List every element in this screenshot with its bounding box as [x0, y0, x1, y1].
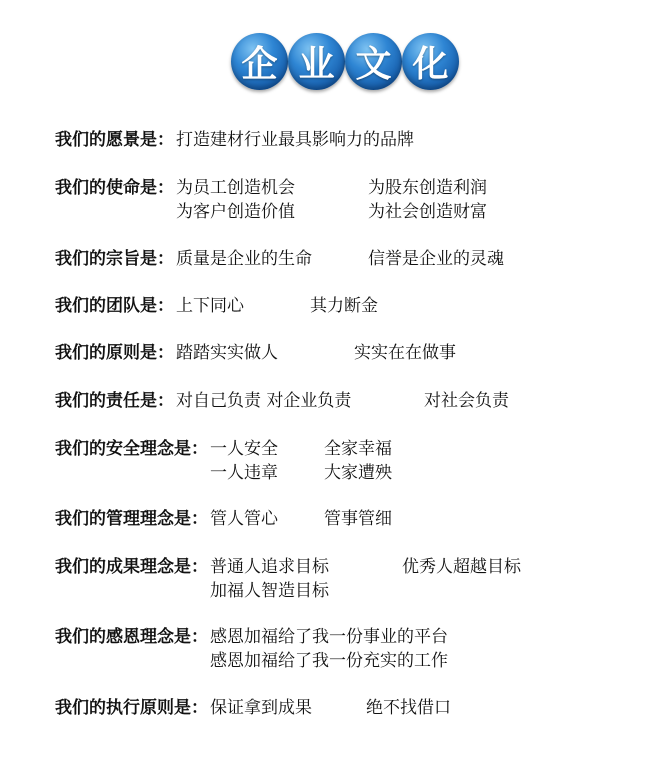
item-text: 全家幸福 — [324, 439, 392, 459]
item-label: 我们的感恩理念是： — [55, 627, 208, 647]
culture-item-results — [55, 555, 636, 603]
item-text: 为股东创造利润 — [368, 178, 487, 198]
item-text: 感恩加福给了我一份充实的工作 — [210, 651, 448, 671]
title-char-badge: 业 — [288, 33, 345, 90]
item-label: 我们的愿景是： — [55, 130, 174, 150]
item-label: 我们的使命是： — [55, 178, 174, 198]
culture-item-principle — [55, 341, 636, 365]
item-text: 对自己负责 对企业负责 — [176, 391, 352, 411]
item-text: 质量是企业的生命 — [176, 249, 312, 269]
item-text: 其力断金 — [310, 296, 378, 316]
culture-item-safety — [55, 437, 636, 485]
item-text: 一人违章 — [210, 463, 278, 483]
culture-item-purpose — [55, 247, 636, 271]
culture-item-responsibility — [55, 389, 636, 413]
item-label: 我们的执行原则是： — [55, 698, 208, 718]
item-text: 优秀人超越目标 — [402, 557, 521, 577]
culture-item-gratitude — [55, 625, 636, 673]
item-text: 保证拿到成果 — [210, 698, 312, 718]
item-text: 信誉是企业的灵魂 — [368, 249, 504, 269]
item-label: 我们的团队是： — [55, 296, 174, 316]
item-text: 加福人智造目标 — [210, 581, 329, 601]
culture-item-mission — [55, 176, 636, 224]
item-text: 上下同心 — [176, 296, 244, 316]
page-title — [231, 33, 459, 90]
item-label: 我们的宗旨是： — [55, 249, 174, 269]
item-label: 我们的原则是： — [55, 343, 174, 363]
item-text: 一人安全 — [210, 439, 278, 459]
item-label: 我们的成果理念是： — [55, 557, 208, 577]
culture-item-team — [55, 294, 636, 318]
item-text: 为社会创造财富 — [368, 202, 487, 222]
culture-item-vision — [55, 128, 636, 152]
item-text: 管人管心 — [210, 509, 278, 529]
item-text: 绝不找借口 — [366, 698, 451, 718]
item-label: 我们的安全理念是： — [55, 439, 208, 459]
item-text: 为员工创造机会 — [176, 178, 295, 198]
item-label: 我们的责任是： — [55, 391, 174, 411]
item-text: 大家遭殃 — [324, 463, 392, 483]
culture-item-management — [55, 507, 636, 531]
culture-item-execution — [55, 696, 636, 720]
item-text: 感恩加福给了我一份事业的平台 — [210, 627, 448, 647]
item-text: 为客户创造价值 — [176, 202, 295, 222]
title-char-badge: 化 — [402, 33, 459, 90]
item-text: 对社会负责 — [424, 391, 509, 411]
item-text: 打造建材行业最具影响力的品牌 — [176, 130, 414, 150]
item-text: 踏踏实实做人 — [176, 343, 278, 363]
title-char-badge: 文 — [345, 33, 402, 90]
item-text: 普通人追求目标 — [210, 557, 329, 577]
item-label: 我们的管理理念是： — [55, 509, 208, 529]
item-text: 管事管细 — [324, 509, 392, 529]
title-char-badge: 企 — [231, 33, 288, 90]
item-text: 实实在在做事 — [354, 343, 456, 363]
